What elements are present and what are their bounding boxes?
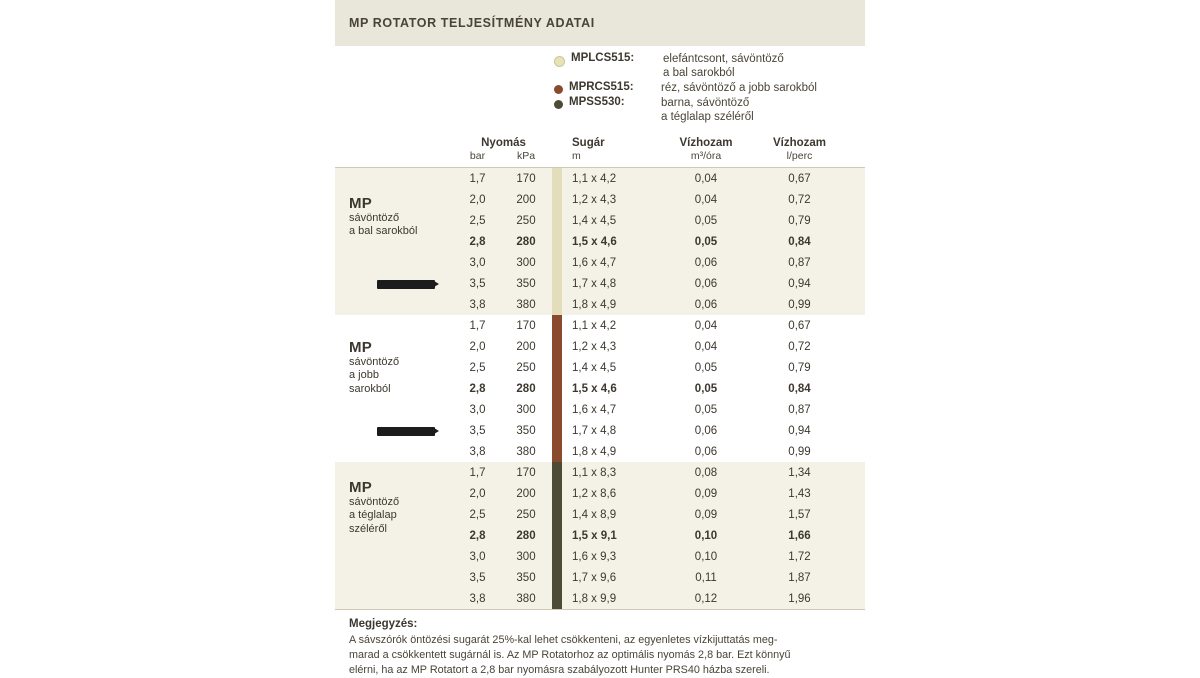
panel-title-bar [335, 0, 865, 46]
cell-bar: 3,5 [469, 424, 486, 437]
color-stripe [552, 378, 562, 399]
color-stripe [552, 504, 562, 525]
page-title: MP ROTATOR TELJESÍTMÉNY ADATAI [349, 16, 595, 30]
cell-flow-lpm: 1,34 [788, 466, 811, 479]
color-stripe [552, 420, 562, 441]
block-subtitle-line3: széléről [349, 522, 387, 535]
cell-bar: 2,0 [469, 340, 486, 353]
cell-bar: 3,0 [469, 403, 486, 416]
legend-item [335, 52, 865, 80]
block-label [349, 481, 459, 536]
table-block-right-corner [335, 315, 865, 462]
cell-flow-lpm: 0,94 [788, 277, 811, 290]
cell-kpa: 300 [516, 550, 536, 563]
notes-line3: elérni, ha az MP Rotatort a 2,8 bar nyomásra szabályozott Hunter PRS40 házba szereli. [349, 664, 770, 676]
cell-bar: 2,5 [469, 214, 486, 227]
table-row [335, 315, 865, 336]
cell-kpa: 250 [516, 361, 536, 374]
table-block-side-strip [335, 462, 865, 610]
block-subtitle-line2: a jobb [349, 369, 379, 381]
cell-flow-m3: 0,11 [695, 571, 717, 584]
header-unit-kpa: kPa [516, 150, 536, 162]
cell-bar: 2,8 [469, 235, 486, 248]
cell-flow-lpm: 1,87 [788, 571, 811, 584]
cell-flow-m3: 0,12 [694, 592, 718, 605]
cell-flow-m3: 0,06 [694, 277, 718, 290]
header-flow-lpm: Vízhozam [772, 137, 827, 149]
header-unit-spacer [335, 150, 455, 167]
legend-color-dot-icon [554, 85, 563, 94]
cell-bar: 3,8 [469, 445, 486, 458]
cell-radius: 1,1 x 4,2 [572, 172, 617, 185]
block-title: MP [349, 479, 373, 496]
cell-flow-lpm: 1,66 [788, 529, 811, 542]
color-stripe [552, 252, 562, 273]
cell-flow-lpm: 1,57 [788, 508, 811, 521]
cell-flow-lpm: 0,72 [788, 340, 811, 353]
header-flow-m3: Vízhozam [679, 137, 733, 149]
cell-radius: 1,6 x 9,3 [572, 550, 617, 563]
table-header [335, 137, 865, 167]
cell-flow-lpm: 0,72 [788, 193, 811, 206]
header-radius: Sugár [572, 137, 605, 149]
header-pressure: Nyomás [481, 137, 526, 149]
table-row [335, 567, 865, 588]
cell-flow-m3: 0,10 [694, 550, 718, 563]
legend-description-line1: barna, sávöntöző [661, 97, 750, 109]
datasheet-panel [335, 0, 865, 676]
table-row [335, 294, 865, 315]
table-row [335, 462, 865, 483]
color-stripe [552, 168, 562, 189]
cell-kpa: 170 [516, 319, 536, 332]
cell-radius: 1,1 x 8,3 [572, 466, 617, 479]
cell-bar: 2,5 [469, 361, 486, 374]
color-stripe [552, 462, 562, 483]
cell-flow-m3: 0,04 [694, 340, 718, 353]
color-stripe [552, 567, 562, 588]
cell-flow-m3: 0,05 [694, 382, 718, 395]
notes-section [335, 610, 865, 678]
table-row [335, 546, 865, 567]
legend-description-line2: a téglalap széléről [661, 111, 754, 123]
cell-flow-lpm: 0,67 [788, 172, 811, 185]
cell-kpa: 250 [516, 214, 536, 227]
color-stripe [552, 273, 562, 294]
cell-flow-m3: 0,04 [694, 193, 718, 206]
table-row [335, 588, 865, 610]
cell-flow-m3: 0,06 [694, 424, 718, 437]
cell-radius: 1,2 x 4,3 [572, 193, 617, 206]
cell-flow-lpm: 0,79 [788, 214, 811, 227]
cell-bar: 3,5 [469, 571, 486, 584]
notes-line2: marad a csökkentett sugárnál is. Az MP Rotatorhoz az optimális nyomás 2,8 bar. Ezt könnyű [349, 649, 791, 661]
cell-radius: 1,7 x 4,8 [572, 277, 617, 290]
cell-flow-lpm: 1,96 [788, 592, 811, 605]
cell-radius: 1,1 x 4,2 [572, 319, 617, 332]
cell-flow-m3: 0,08 [694, 466, 718, 479]
cell-kpa: 350 [516, 424, 536, 437]
color-stripe [552, 231, 562, 252]
cell-flow-lpm: 0,84 [788, 382, 811, 395]
color-stripe [552, 210, 562, 231]
notes-line1: A sávszórók öntözési sugarát 25%-kal lehet csökkenteni, az egyenletes vízkijuttatás meg- [349, 634, 778, 646]
block-subtitle-line1: sávöntöző [349, 355, 400, 368]
cell-radius: 1,2 x 8,6 [572, 487, 617, 500]
table-row [335, 399, 865, 420]
cell-radius: 1,7 x 4,8 [572, 424, 617, 437]
color-stripe [552, 189, 562, 210]
cell-kpa: 170 [516, 172, 536, 185]
cell-kpa: 350 [516, 277, 536, 290]
table-block-left-corner [335, 167, 865, 315]
cell-kpa: 350 [516, 571, 536, 584]
color-stripe [552, 588, 562, 609]
header-unit-bar: bar [469, 150, 486, 162]
cell-radius: 1,4 x 4,5 [572, 214, 617, 227]
legend-description [661, 96, 754, 124]
legend-description-line2: a bal sarokból [663, 67, 735, 79]
cell-flow-m3: 0,05 [694, 214, 718, 227]
cell-flow-m3: 0,04 [694, 172, 718, 185]
color-stripe [552, 315, 562, 336]
block-subtitle-line1: sávöntöző [349, 211, 400, 224]
cell-bar: 3,0 [469, 550, 486, 563]
block-subtitle-line1: sávöntöző [349, 495, 400, 508]
block-label [349, 341, 459, 396]
table-header-group-row [335, 137, 865, 150]
legend [335, 46, 865, 129]
cell-radius: 1,8 x 4,9 [572, 445, 617, 458]
cell-kpa: 300 [516, 256, 536, 269]
cell-kpa: 250 [516, 508, 536, 521]
cell-bar: 1,7 [469, 319, 486, 332]
cell-radius: 1,6 x 4,7 [572, 256, 617, 269]
block-subtitle-line3: sarokból [349, 382, 391, 395]
block-subtitle-line2: a bal sarokból [349, 225, 418, 237]
cell-bar: 3,8 [469, 298, 486, 311]
cell-bar: 3,8 [469, 592, 486, 605]
legend-color-dot-icon [554, 100, 563, 109]
cell-flow-lpm: 0,99 [788, 445, 811, 458]
color-stripe [552, 294, 562, 315]
cell-bar: 2,8 [469, 382, 486, 395]
legend-item [335, 96, 865, 124]
legend-code: MPLCS515: [571, 52, 635, 64]
block-subtitle-line2: a téglalap [349, 509, 397, 521]
cell-kpa: 200 [516, 340, 536, 353]
header-unit-m3: m³/óra [690, 150, 722, 162]
cell-kpa: 280 [516, 235, 536, 248]
legend-code: MPSS530: [569, 96, 625, 108]
cell-flow-m3: 0,05 [694, 403, 718, 416]
cell-kpa: 280 [516, 529, 536, 542]
cell-flow-lpm: 0,67 [788, 319, 811, 332]
cell-radius: 1,5 x 4,6 [572, 382, 617, 395]
legend-description-line1: réz, sávöntöző a jobb sarokból [661, 82, 817, 94]
legend-code: MPRCS515: [569, 81, 634, 93]
block-label [349, 197, 459, 239]
legend-color-dot-icon [554, 56, 565, 67]
cell-bar: 2,0 [469, 487, 486, 500]
block-title: MP [349, 195, 373, 212]
cell-flow-lpm: 0,79 [788, 361, 811, 374]
cell-flow-m3: 0,10 [694, 529, 718, 542]
cell-radius: 1,2 x 4,3 [572, 340, 617, 353]
cell-kpa: 380 [516, 445, 536, 458]
legend-description [663, 52, 784, 80]
cell-kpa: 380 [516, 592, 536, 605]
cell-bar: 3,0 [469, 256, 486, 269]
cell-kpa: 200 [516, 193, 536, 206]
cell-flow-lpm: 1,72 [788, 550, 811, 563]
cell-flow-m3: 0,06 [694, 256, 718, 269]
cell-kpa: 170 [516, 466, 536, 479]
legend-description-line1: elefántcsont, sávöntöző [663, 53, 784, 65]
cell-flow-lpm: 0,87 [788, 256, 811, 269]
color-stripe [552, 483, 562, 504]
cell-bar: 3,5 [469, 277, 486, 290]
table-row [335, 441, 865, 462]
cell-radius: 1,6 x 4,7 [572, 403, 617, 416]
cell-flow-lpm: 1,43 [788, 487, 811, 500]
cell-flow-lpm: 0,99 [788, 298, 811, 311]
table-header-unit-row [335, 150, 865, 167]
legend-description [661, 81, 817, 95]
cell-bar: 2,5 [469, 508, 486, 521]
cell-flow-m3: 0,05 [694, 235, 718, 248]
cell-kpa: 380 [516, 298, 536, 311]
cell-radius: 1,4 x 4,5 [572, 361, 617, 374]
cell-flow-lpm: 0,94 [788, 424, 811, 437]
cell-radius: 1,8 x 9,9 [572, 592, 617, 605]
cell-radius: 1,8 x 4,9 [572, 298, 617, 311]
cell-flow-lpm: 0,87 [788, 403, 811, 416]
cell-radius: 1,5 x 4,6 [572, 235, 617, 248]
cell-bar: 2,0 [469, 193, 486, 206]
nozzle-icon [377, 280, 435, 289]
cell-radius: 1,5 x 9,1 [572, 529, 617, 542]
header-unit-radius: m [572, 150, 581, 162]
color-stripe [552, 357, 562, 378]
color-stripe [552, 336, 562, 357]
header-unit-lpm: l/perc [786, 150, 813, 162]
cell-bar: 1,7 [469, 466, 486, 479]
color-stripe [552, 441, 562, 462]
color-stripe [552, 546, 562, 567]
cell-kpa: 200 [516, 487, 536, 500]
table-row [335, 168, 865, 189]
cell-radius: 1,4 x 8,9 [572, 508, 617, 521]
block-title: MP [349, 339, 373, 356]
table-row [335, 252, 865, 273]
color-stripe [552, 525, 562, 546]
cell-flow-m3: 0,09 [694, 508, 718, 521]
legend-item [335, 81, 865, 95]
cell-bar: 1,7 [469, 172, 486, 185]
cell-flow-m3: 0,06 [694, 298, 718, 311]
color-stripe [552, 399, 562, 420]
cell-radius: 1,7 x 9,6 [572, 571, 617, 584]
nozzle-icon [377, 427, 435, 436]
cell-kpa: 300 [516, 403, 536, 416]
cell-bar: 2,8 [469, 529, 486, 542]
cell-flow-m3: 0,09 [694, 487, 718, 500]
cell-flow-m3: 0,06 [694, 445, 718, 458]
notes-title: Megjegyzés: [349, 618, 418, 630]
cell-kpa: 280 [516, 382, 536, 395]
header-gap [552, 150, 562, 167]
cell-flow-lpm: 0,84 [788, 235, 811, 248]
cell-flow-m3: 0,04 [694, 319, 718, 332]
cell-flow-m3: 0,05 [694, 361, 718, 374]
